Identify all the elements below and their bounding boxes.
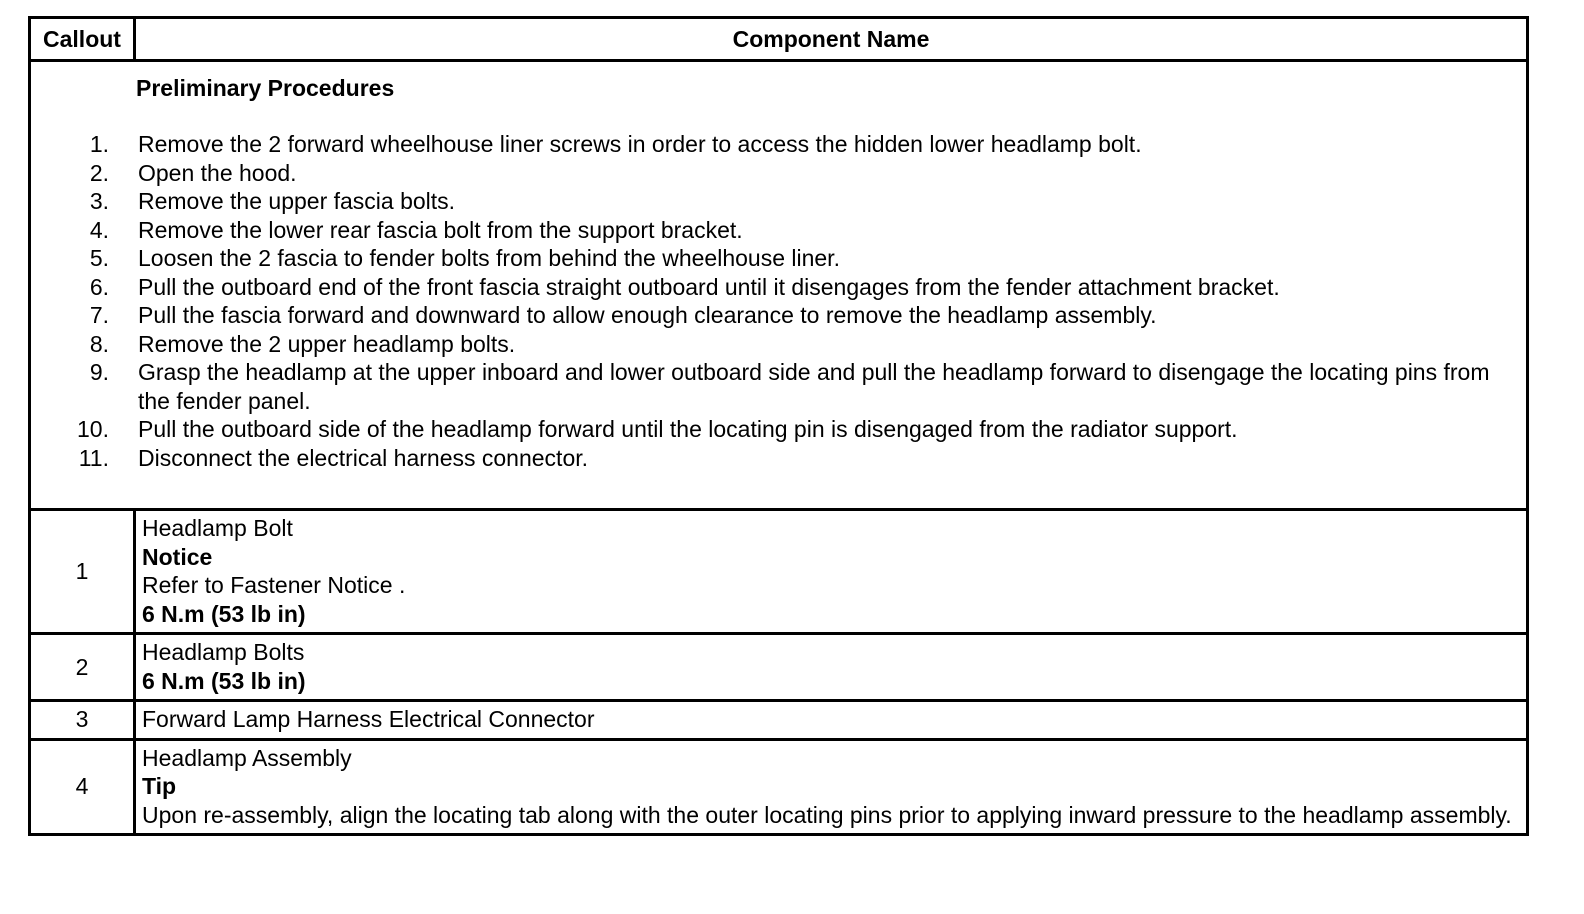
step-text: Disconnect the electrical harness connector. xyxy=(138,444,589,471)
step-text: Remove the upper fascia bolts. xyxy=(138,188,456,214)
step-number: 2. xyxy=(89,159,109,186)
callout-number: 2 xyxy=(30,634,135,701)
step-number: 9. xyxy=(89,359,109,385)
step-item xyxy=(31,358,1526,415)
step-text: Pull the outboard side of the headlamp forward until the locating pin is disengaged from the radiator support. xyxy=(138,416,1238,442)
component-name: Headlamp Bolt xyxy=(142,515,293,541)
step-number: 7. xyxy=(89,302,109,328)
table-row xyxy=(30,701,1528,740)
procedure-table xyxy=(28,16,1529,836)
step-number: 11. xyxy=(78,444,109,471)
tip-text: Upon re-assembly, align the locating tab along with the outer locating pins prior to applying inward pressure to the headlamp assembly. xyxy=(142,801,1512,828)
component-name-header: Component Name xyxy=(135,18,1528,61)
step-text: Open the hood. xyxy=(138,159,297,186)
step-number: 5. xyxy=(89,245,109,271)
component-cell xyxy=(135,634,1528,701)
preliminary-title: Preliminary Procedures xyxy=(136,75,395,101)
callout-number: 1 xyxy=(30,510,135,634)
step-text: Remove the 2 upper headlamp bolts. xyxy=(138,330,516,357)
notice-text: Refer to Fastener Notice . xyxy=(142,572,406,598)
table-row xyxy=(30,634,1528,701)
component-name: Forward Lamp Harness Electrical Connector xyxy=(142,706,595,732)
preliminary-cell xyxy=(30,61,1528,510)
step-item xyxy=(31,244,1526,273)
step-number: 10. xyxy=(77,416,109,442)
component-name: Headlamp Assembly xyxy=(142,744,352,771)
callout-number: 4 xyxy=(30,739,135,835)
steps-list xyxy=(31,130,1526,472)
torque-spec: 6 N.m (53 lb in) xyxy=(142,600,306,627)
step-item xyxy=(31,301,1526,330)
notice-label: Notice xyxy=(142,543,213,570)
preliminary-row xyxy=(30,61,1528,510)
step-text: Grasp the headlamp at the upper inboard and lower outboard side and pull the headlamp forward to disengage the locating pins from the fender panel. xyxy=(138,359,1490,414)
table-row xyxy=(30,510,1528,634)
torque-spec: 6 N.m (53 lb in) xyxy=(142,667,306,694)
step-text: Remove the 2 forward wheelhouse liner screws in order to access the hidden lower headlamp bolt. xyxy=(138,131,1142,157)
step-text: Remove the lower rear fascia bolt from the support bracket. xyxy=(138,216,743,243)
step-item xyxy=(31,415,1526,444)
table-row xyxy=(30,739,1528,835)
step-number: 4. xyxy=(89,216,109,243)
component-cell xyxy=(135,510,1528,634)
step-item xyxy=(31,273,1526,302)
step-text: Pull the outboard end of the front fascia straight outboard until it disengages from the fender attachment bracket. xyxy=(138,273,1280,300)
step-item xyxy=(31,216,1526,245)
step-text: Pull the fascia forward and downward to allow enough clearance to remove the headlamp assembly. xyxy=(138,302,1157,328)
step-item xyxy=(31,330,1526,359)
step-number: 3. xyxy=(89,188,109,214)
step-item xyxy=(31,159,1526,188)
tip-label: Tip xyxy=(142,773,177,799)
step-number: 1. xyxy=(89,131,109,157)
step-number: 8. xyxy=(89,330,109,357)
component-cell xyxy=(135,739,1528,835)
header-row xyxy=(30,18,1528,61)
step-item xyxy=(31,187,1526,216)
step-item xyxy=(31,130,1526,159)
callout-number: 3 xyxy=(30,701,135,740)
step-text: Loosen the 2 fascia to fender bolts from behind the wheelhouse liner. xyxy=(138,245,840,271)
callout-header: Callout xyxy=(30,18,135,61)
component-name: Headlamp Bolts xyxy=(142,639,305,665)
step-number: 6. xyxy=(89,273,109,300)
component-cell xyxy=(135,701,1528,740)
step-item xyxy=(31,444,1526,473)
